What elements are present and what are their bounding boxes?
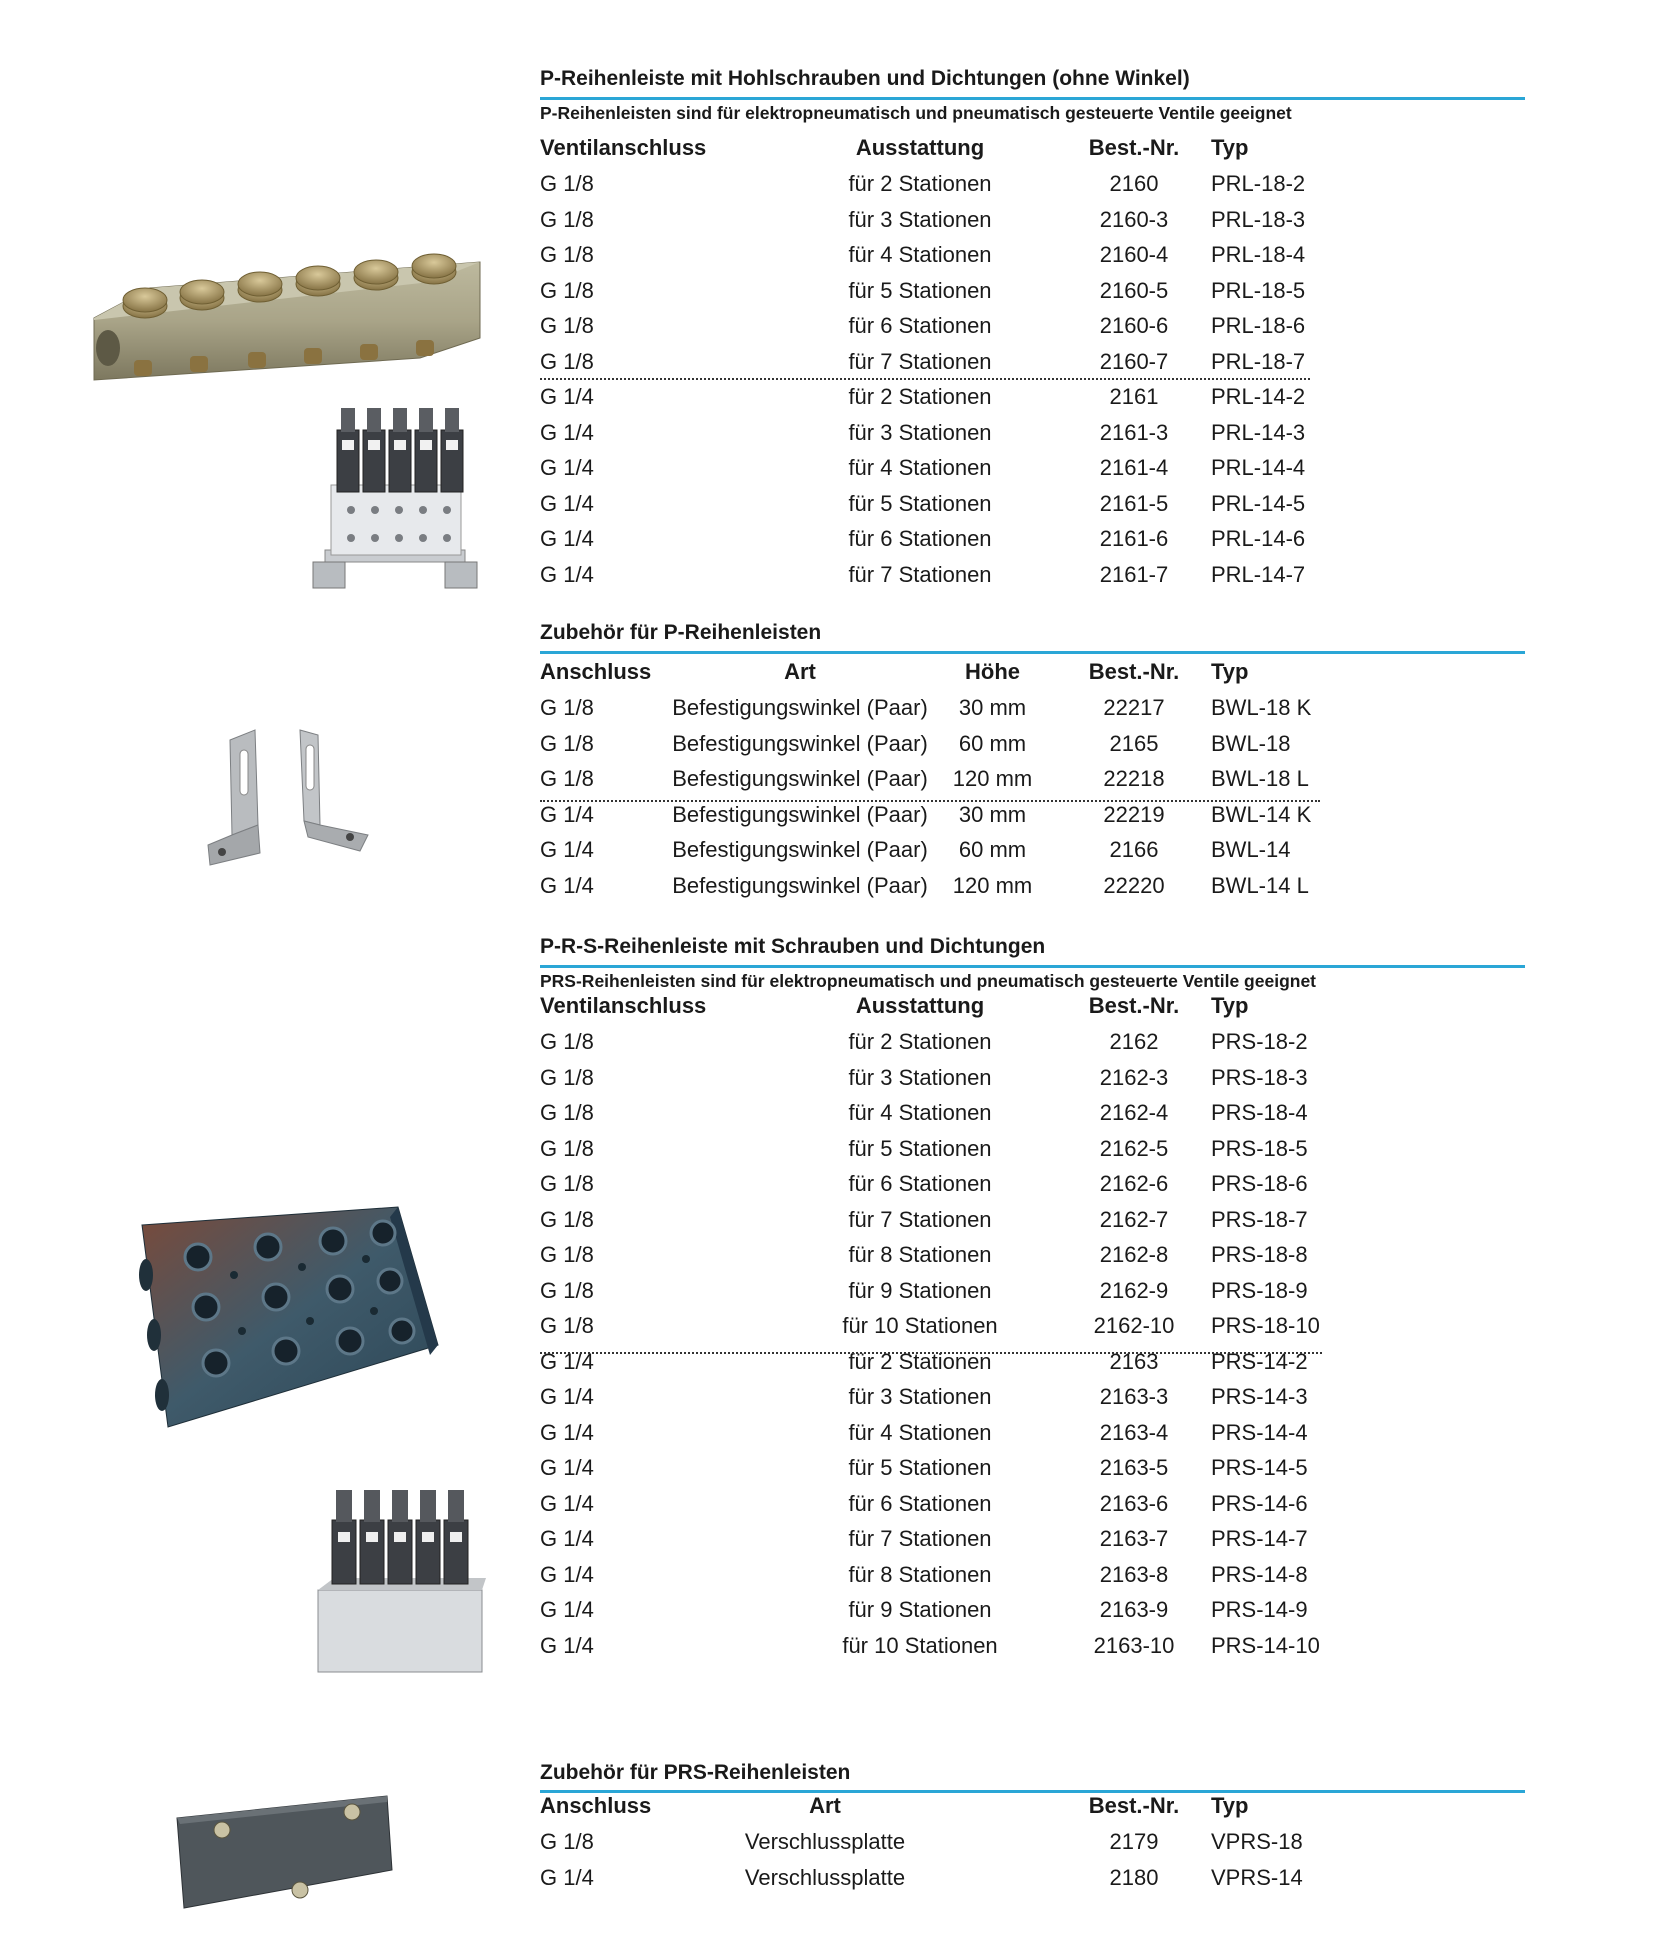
cell-bestnr: 2163-8 [1099,1561,1169,1587]
table-row [540,562,1340,597]
prs-manifold-valves-image [312,1480,492,1680]
cell-anschluss: G 1/8 [540,695,594,720]
cell-ausstattung: für 6 Stationen [848,1171,992,1196]
column-header-bestnr: Best.-Nr. [1088,659,1180,684]
cell-typ: PRS-14-5 [1211,1455,1308,1480]
table-row [540,1865,1340,1900]
cell-bestnr: 2160-4 [1099,242,1169,267]
cell-typ: PRS-14-6 [1211,1490,1308,1516]
table-row [540,1384,1340,1419]
cell-art: Befestigungswinkel (Paar) [672,695,928,720]
column-header-bestnr: Best.-Nr. [1088,135,1180,160]
column-header-anschluss: Ventilanschluss [540,993,707,1018]
cell-bestnr: 2162-9 [1099,1277,1169,1303]
cell-typ: BWL-18 [1211,730,1291,756]
cell-typ: PRS-14-9 [1211,1597,1308,1622]
table-row [540,1633,1340,1668]
cell-ausstattung: für 5 Stationen [848,1455,992,1480]
cell-anschluss: G 1/4 [540,1455,594,1480]
cell-typ: PRL-14-4 [1211,455,1306,480]
cell-hoehe: 60 mm [958,730,1027,756]
cell-ausstattung: für 7 Stationen [848,1526,992,1551]
cell-typ: BWL-18 L [1211,766,1309,791]
cell-typ: PRS-18-6 [1211,1171,1308,1196]
table-row [540,837,1340,872]
column-header-typ: Typ [1211,1793,1249,1818]
cell-bestnr: 2163-7 [1099,1526,1169,1551]
section-title: P-Reihenleiste mit Hohlschrauben und Dichtungen (ohne Winkel) [540,67,1190,90]
cell-anschluss: G 1/4 [540,419,594,445]
cell-bestnr: 2161-5 [1099,490,1169,516]
table-header-row [540,1793,1340,1828]
cell-bestnr: 2162-4 [1099,1100,1169,1125]
table-row [540,1526,1340,1561]
cell-bestnr: 22220 [1103,872,1165,898]
cell-typ: PRL-18-5 [1211,277,1306,303]
section-rule [540,965,1525,968]
cell-bestnr: 2163-4 [1099,1419,1169,1445]
table-row [540,313,1340,348]
cell-typ: VPRS-18 [1211,1829,1303,1854]
cell-art: Befestigungswinkel (Paar) [672,837,928,862]
cell-anschluss: G 1/8 [540,730,594,756]
column-header-art: Art [809,1793,841,1818]
cell-anschluss: G 1/4 [540,872,594,898]
cell-typ: PRL-18-4 [1211,242,1306,267]
cell-bestnr: 22218 [1103,766,1165,791]
cell-ausstattung: für 4 Stationen [848,455,992,480]
prs-manifold-image [128,1205,448,1430]
closing-plate-image [172,1790,397,1915]
table-row [540,873,1340,908]
table-row [540,766,1340,801]
cell-bestnr: 2161-4 [1099,455,1169,480]
cell-bestnr: 2162 [1109,1029,1159,1054]
table-row [540,1829,1340,1864]
cell-bestnr: 2162-7 [1099,1206,1169,1232]
cell-ausstattung: für 6 Stationen [848,1490,992,1516]
cell-anschluss: G 1/4 [540,1348,594,1374]
cell-typ: PRS-14-7 [1211,1526,1308,1551]
section-subtitle: P-Reihenleisten sind für elektropneumatisch und pneumatisch gesteuerte Ventile geeignet [540,103,1292,123]
cell-ausstattung: für 2 Stationen [848,1348,992,1374]
cell-bestnr: 2165 [1109,730,1159,756]
cell-anschluss: G 1/8 [540,1064,594,1090]
cell-anschluss: G 1/8 [540,1100,594,1125]
cell-typ: PRS-18-7 [1211,1206,1308,1232]
cell-ausstattung: für 6 Stationen [848,313,992,338]
cell-anschluss: G 1/4 [540,1384,594,1409]
cell-ausstattung: für 8 Stationen [848,1242,992,1267]
cell-ausstattung: für 5 Stationen [848,490,992,516]
cell-typ: PRL-18-7 [1211,348,1306,374]
cell-typ: VPRS-14 [1211,1864,1303,1890]
cell-anschluss: G 1/8 [540,277,594,303]
cell-hoehe: 30 mm [958,801,1027,827]
cell-bestnr: 2179 [1109,1829,1159,1854]
cell-anschluss: G 1/8 [540,1313,594,1338]
table-row [540,207,1340,242]
cell-bestnr: 22219 [1103,801,1165,827]
cell-bestnr: 2161-6 [1099,526,1169,551]
section-subtitle: PRS-Reihenleisten sind für elektropneumatisch und pneumatisch gesteuerte Ventile geeignet [540,971,1317,991]
cell-anschluss: G 1/8 [540,766,594,791]
table-row [540,1100,1340,1135]
cell-anschluss: G 1/8 [540,1171,594,1196]
table-row [540,1278,1340,1313]
cell-anschluss: G 1/8 [540,242,594,267]
table-row [540,695,1340,730]
cell-typ: PRS-18-3 [1211,1064,1308,1090]
cell-anschluss: G 1/8 [540,1242,594,1267]
cell-ausstattung: für 5 Stationen [848,1135,992,1161]
cell-ausstattung: für 8 Stationen [848,1561,992,1587]
cell-ausstattung: für 7 Stationen [848,1206,992,1232]
cell-ausstattung: für 7 Stationen [848,561,992,587]
cell-anschluss: G 1/8 [540,1206,594,1232]
row-separator [540,800,1320,802]
cell-bestnr: 2166 [1109,837,1159,862]
table-row [540,1171,1340,1206]
cell-ausstattung: für 4 Stationen [848,1100,992,1125]
column-header-typ: Typ [1211,135,1249,160]
cell-anschluss: G 1/4 [540,1526,594,1551]
table-row [540,1136,1340,1171]
cell-typ: PRS-18-8 [1211,1242,1308,1267]
table-row [540,1562,1340,1597]
cell-anschluss: G 1/4 [540,561,594,587]
cell-bestnr: 2163-9 [1099,1597,1169,1622]
cell-anschluss: G 1/8 [540,348,594,374]
cell-ausstattung: für 9 Stationen [848,1597,992,1622]
section-rule [540,651,1525,654]
cell-anschluss: G 1/4 [540,837,594,862]
cell-typ: PRS-14-3 [1211,1384,1308,1409]
cell-bestnr: 2160-7 [1099,348,1169,374]
table-row [540,420,1340,455]
table-row [540,1597,1340,1632]
cell-typ: PRS-18-2 [1211,1029,1308,1054]
cell-typ: PRS-18-4 [1211,1100,1308,1125]
section-rule [540,97,1525,100]
cell-anschluss: G 1/4 [540,1597,594,1622]
cell-bestnr: 2160-6 [1099,313,1169,338]
table-row [540,1313,1340,1348]
cell-ausstattung: für 2 Stationen [848,1029,992,1054]
table-row [540,1242,1340,1277]
cell-ausstattung: für 3 Stationen [848,1064,992,1090]
table-row [540,731,1340,766]
cell-ausstattung: für 9 Stationen [848,1277,992,1303]
section-title: Zubehör für P-Reihenleisten [540,621,822,644]
cell-hoehe: 30 mm [958,695,1027,720]
cell-anschluss: G 1/8 [540,171,594,196]
table-row [540,802,1340,837]
cell-anschluss: G 1/4 [540,526,594,551]
table-row [540,526,1340,561]
column-header-anschluss: Anschluss [540,659,652,684]
cell-anschluss: G 1/4 [540,1419,594,1445]
cell-art: Verschlussplatte [744,1829,906,1854]
cell-ausstattung: für 3 Stationen [848,1384,992,1409]
cell-ausstattung: für 10 Stationen [842,1632,998,1658]
cell-bestnr: 2163-10 [1093,1632,1175,1658]
cell-ausstattung: für 6 Stationen [848,526,992,551]
cell-typ: BWL-14 K [1211,801,1312,827]
table-row [540,242,1340,277]
table-row [540,1420,1340,1455]
column-header-ausstattung: Ausstattung [855,993,985,1018]
row-separator [540,1352,1322,1354]
column-header-anschluss: Anschluss [540,1793,652,1818]
table-row [540,384,1340,419]
cell-art: Befestigungswinkel (Paar) [672,766,928,791]
table-row [540,278,1340,313]
cell-bestnr: 2160-3 [1099,206,1169,232]
cell-typ: PRS-14-2 [1211,1348,1308,1374]
p-manifold-valves-image [305,400,485,595]
cell-bestnr: 2163 [1109,1348,1159,1374]
mounting-brackets-image [200,725,375,870]
cell-typ: PRL-14-6 [1211,526,1306,551]
cell-typ: BWL-18 K [1211,695,1312,720]
cell-bestnr: 2161-3 [1099,419,1169,445]
table-row [540,1029,1340,1064]
cell-typ: PRL-18-3 [1211,206,1306,232]
table-row [540,491,1340,526]
column-header-anschluss: Ventilanschluss [540,135,707,160]
column-header-typ: Typ [1211,659,1249,684]
column-header-art: Art [784,659,816,684]
table-header-row [540,659,1340,694]
cell-bestnr: 2163-3 [1099,1384,1169,1409]
column-header-typ: Typ [1211,993,1249,1018]
cell-typ: PRL-14-7 [1211,561,1306,587]
cell-ausstattung: für 7 Stationen [848,348,992,374]
cell-anschluss: G 1/8 [540,313,594,338]
cell-bestnr: 2162-5 [1099,1135,1169,1161]
cell-art: Befestigungswinkel (Paar) [672,872,928,898]
cell-anschluss: G 1/8 [540,1829,594,1854]
cell-bestnr: 2160-5 [1099,277,1169,303]
cell-hoehe: 60 mm [958,837,1027,862]
cell-bestnr: 22217 [1103,695,1165,720]
cell-anschluss: G 1/4 [540,384,594,409]
cell-art: Befestigungswinkel (Paar) [672,801,928,827]
cell-typ: PRS-18-5 [1211,1135,1308,1161]
cell-bestnr: 2180 [1109,1864,1159,1890]
cell-bestnr: 2162-3 [1099,1064,1169,1090]
cell-typ: PRS-14-4 [1211,1419,1308,1445]
table-row [540,1207,1340,1242]
cell-ausstattung: für 5 Stationen [848,277,992,303]
cell-typ: PRS-18-10 [1211,1313,1320,1338]
cell-hoehe: 120 mm [952,872,1033,898]
cell-anschluss: G 1/4 [540,490,594,516]
p-manifold-brass-image [90,248,490,400]
cell-bestnr: 2162-8 [1099,1242,1169,1267]
section-title: Zubehör für PRS-Reihenleisten [540,1761,851,1784]
table-header-row [540,993,1340,1028]
cell-anschluss: G 1/4 [540,1864,594,1890]
cell-typ: PRL-18-2 [1211,171,1306,196]
cell-typ: BWL-14 [1211,837,1291,862]
cell-ausstattung: für 3 Stationen [848,206,992,232]
column-header-bestnr: Best.-Nr. [1088,1793,1180,1818]
cell-anschluss: G 1/8 [540,1135,594,1161]
cell-anschluss: G 1/4 [540,1490,594,1516]
cell-typ: PRS-14-8 [1211,1561,1308,1587]
cell-art: Verschlussplatte [744,1864,906,1890]
cell-bestnr: 2161 [1109,384,1159,409]
cell-typ: PRL-14-5 [1211,490,1306,516]
cell-bestnr: 2162-6 [1099,1171,1169,1196]
cell-art: Befestigungswinkel (Paar) [672,730,928,756]
cell-bestnr: 2161-7 [1099,561,1169,587]
cell-bestnr: 2162-10 [1093,1313,1175,1338]
cell-anschluss: G 1/8 [540,1277,594,1303]
column-header-bestnr: Best.-Nr. [1088,993,1180,1018]
cell-hoehe: 120 mm [952,766,1033,791]
column-header-ausstattung: Ausstattung [855,135,985,160]
section-title: P-R-S-Reihenleiste mit Schrauben und Dichtungen [540,935,1046,958]
cell-ausstattung: für 4 Stationen [848,1419,992,1445]
table-row [540,1065,1340,1100]
cell-typ: PRL-14-3 [1211,419,1306,445]
row-separator [540,378,1310,380]
cell-anschluss: G 1/4 [540,455,594,480]
cell-typ: PRS-18-9 [1211,1277,1308,1303]
cell-ausstattung: für 2 Stationen [848,384,992,409]
cell-ausstattung: für 3 Stationen [848,419,992,445]
cell-typ: PRS-14-10 [1211,1632,1320,1658]
cell-bestnr: 2163-6 [1099,1490,1169,1516]
cell-anschluss: G 1/4 [540,1561,594,1587]
cell-ausstattung: für 2 Stationen [848,171,992,196]
cell-anschluss: G 1/8 [540,1029,594,1054]
table-row [540,171,1340,206]
cell-ausstattung: für 10 Stationen [842,1313,998,1338]
table-row [540,455,1340,490]
cell-anschluss: G 1/8 [540,206,594,232]
table-header-row [540,135,1340,170]
cell-anschluss: G 1/4 [540,1632,594,1658]
table-row [540,1491,1340,1526]
cell-typ: PRL-14-2 [1211,384,1306,409]
table-row [540,1455,1340,1490]
cell-typ: PRL-18-6 [1211,313,1306,338]
cell-typ: BWL-14 L [1211,872,1309,898]
cell-bestnr: 2160 [1109,171,1159,196]
cell-anschluss: G 1/4 [540,801,594,827]
cell-bestnr: 2163-5 [1099,1455,1169,1480]
cell-ausstattung: für 4 Stationen [848,242,992,267]
column-header-hoehe: Höhe [965,659,1020,684]
